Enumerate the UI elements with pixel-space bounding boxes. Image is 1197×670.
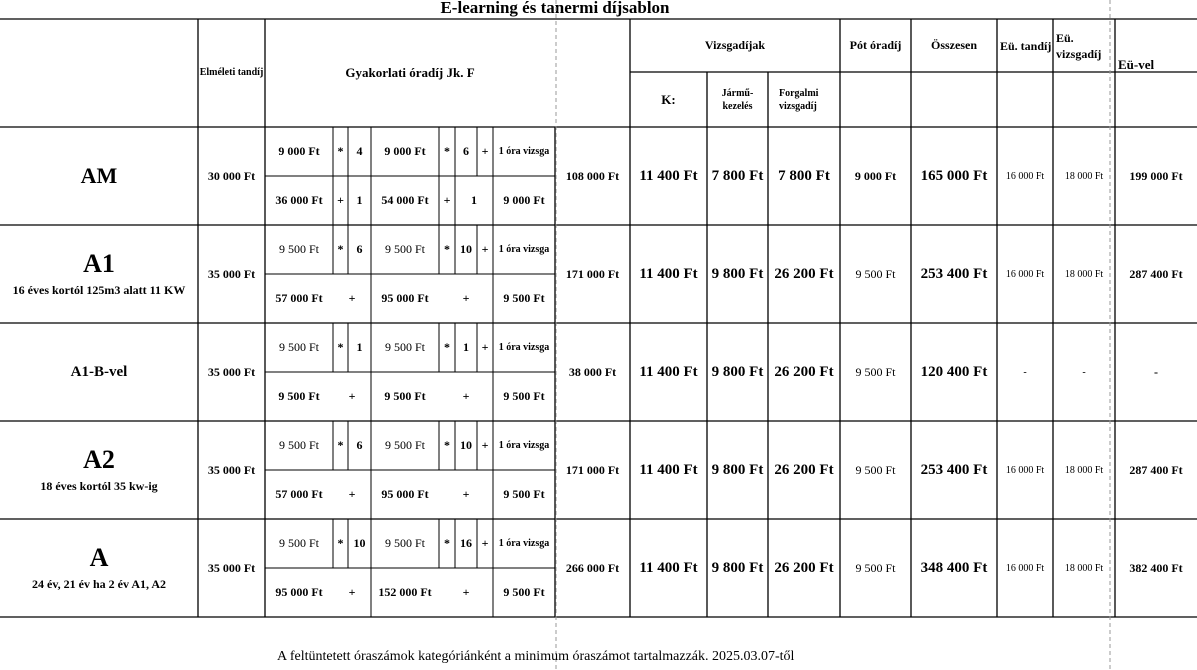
subtotal: 9 500 Ft xyxy=(503,585,545,599)
hour-fee: 9 000 Ft xyxy=(278,144,320,158)
plus-sign: + xyxy=(462,389,470,403)
plus-sign: + xyxy=(348,291,356,305)
category-label: A1 xyxy=(83,249,115,278)
plus-sign: + xyxy=(462,487,470,501)
exam-hour-label: 1 óra vizsga xyxy=(498,342,550,353)
total-with-health: - xyxy=(1154,364,1158,379)
plus-sign: + xyxy=(348,487,356,501)
subtotal: 95 000 Ft xyxy=(381,291,429,305)
exam-hour-label: 1 óra vizsga xyxy=(498,440,550,451)
subtotal: 57 000 Ft xyxy=(275,291,323,305)
elmeleti-value: 35 000 Ft xyxy=(207,266,256,281)
hour-count: 6 xyxy=(356,242,363,256)
header-gyakorlati: Gyakorlati óradíj Jk. F xyxy=(345,65,475,80)
multiply-sign: * xyxy=(337,242,344,256)
elmeleti-value: 35 000 Ft xyxy=(207,462,256,477)
plus-sign: + xyxy=(462,291,470,305)
category-subtitle: 18 éves kortól 35 kw-ig xyxy=(40,478,158,493)
subtotal: 9 500 Ft xyxy=(384,389,426,403)
health-tuition: 16 000 Ft xyxy=(1005,268,1045,280)
hour-count: 1 xyxy=(463,340,469,354)
multiply-sign: * xyxy=(337,536,344,550)
hour-count: 6 xyxy=(463,144,469,158)
practical-total: 108 000 Ft xyxy=(565,168,620,183)
total-with-health: 287 400 Ft xyxy=(1129,462,1183,477)
traffic-exam-fee: 26 200 Ft xyxy=(774,265,834,282)
plus-sign: + xyxy=(481,438,489,452)
header-elmeleti: Elméleti tandíj xyxy=(199,67,264,78)
multiply-sign: * xyxy=(337,340,344,354)
k-exam-fee: 11 400 Ft xyxy=(639,559,698,576)
health-tuition: 16 000 Ft xyxy=(1005,464,1045,476)
vehicle-exam-fee: 9 800 Ft xyxy=(711,559,764,576)
category-label: A1-B-vel xyxy=(70,363,128,380)
traffic-exam-fee: 26 200 Ft xyxy=(774,363,834,380)
header-vizsgadijak: Vizsgadíjak xyxy=(704,38,766,52)
subtotal: 36 000 Ft xyxy=(275,193,323,207)
total-with-health: 382 400 Ft xyxy=(1129,560,1183,575)
plus-sign: + xyxy=(443,193,451,207)
hour-fee: 9 500 Ft xyxy=(384,242,425,256)
count: 1 xyxy=(471,193,477,207)
count: 1 xyxy=(356,193,363,207)
plus-sign: + xyxy=(337,193,344,207)
header-k: K: xyxy=(661,91,676,107)
hour-count: 10 xyxy=(460,438,472,452)
total-value: 120 400 Ft xyxy=(920,363,988,380)
hour-fee: 9 500 Ft xyxy=(384,340,425,354)
subtotal: 95 000 Ft xyxy=(381,487,429,501)
header-jarmu: Jármű-kezelés xyxy=(721,87,754,112)
category-label: A2 xyxy=(83,445,115,474)
multiply-sign: * xyxy=(444,536,450,550)
multiply-sign: * xyxy=(444,340,450,354)
total-with-health: 287 400 Ft xyxy=(1129,266,1183,281)
vehicle-exam-fee: 9 800 Ft xyxy=(711,265,764,282)
footer-note: A feltüntetett óraszámok kategóriánként a minimum óraszámot tartalmazzák. 2025.03.07-től xyxy=(277,649,795,664)
hour-count: 1 xyxy=(356,340,363,354)
practical-total: 171 000 Ft xyxy=(565,462,620,477)
hour-fee: 9 500 Ft xyxy=(278,536,319,550)
subtotal: 9 500 Ft xyxy=(503,389,545,403)
header-osszesen: Összesen xyxy=(931,38,977,52)
health-tuition: 16 000 Ft xyxy=(1005,562,1045,574)
category-label: AM xyxy=(80,163,118,188)
multiply-sign: * xyxy=(337,438,344,452)
header-euvel: Eü-vel xyxy=(1118,57,1155,72)
extra-hour-fee: 9 000 Ft xyxy=(854,168,897,183)
plus-sign: + xyxy=(481,144,489,158)
hour-fee: 9 000 Ft xyxy=(384,144,426,158)
health-tuition: 16 000 Ft xyxy=(1005,170,1045,182)
k-exam-fee: 11 400 Ft xyxy=(639,167,698,184)
subtotal: 9 000 Ft xyxy=(503,193,545,207)
subtotal: 54 000 Ft xyxy=(381,193,429,207)
health-exam-fee: 18 000 Ft xyxy=(1064,170,1104,182)
extra-hour-fee: 9 500 Ft xyxy=(855,364,896,379)
practical-total: 171 000 Ft xyxy=(565,266,620,281)
header-eu-vizsgadij: Eü. vizsgadíj xyxy=(1056,31,1102,61)
total-with-health: 199 000 Ft xyxy=(1129,168,1183,183)
header-pot: Pót óradíj xyxy=(849,38,902,52)
hour-count: 16 xyxy=(460,536,472,550)
hour-fee: 9 500 Ft xyxy=(384,536,425,550)
elmeleti-value: 35 000 Ft xyxy=(207,560,256,575)
extra-hour-fee: 9 500 Ft xyxy=(855,462,896,477)
subtotal: 9 500 Ft xyxy=(503,487,545,501)
total-value: 253 400 Ft xyxy=(920,461,988,478)
elmeleti-value: 30 000 Ft xyxy=(207,168,256,183)
category-label: A xyxy=(89,543,109,572)
k-exam-fee: 11 400 Ft xyxy=(639,363,698,380)
total-value: 165 000 Ft xyxy=(920,167,988,184)
elmeleti-value: 35 000 Ft xyxy=(207,364,256,379)
health-exam-fee: 18 000 Ft xyxy=(1064,562,1104,574)
subtotal: 95 000 Ft xyxy=(275,585,323,599)
subtotal: 9 500 Ft xyxy=(503,291,545,305)
multiply-sign: * xyxy=(337,144,344,158)
multiply-sign: * xyxy=(444,242,450,256)
health-exam-fee: 18 000 Ft xyxy=(1064,464,1104,476)
health-exam-fee: - xyxy=(1082,366,1086,378)
extra-hour-fee: 9 500 Ft xyxy=(855,560,896,575)
traffic-exam-fee: 26 200 Ft xyxy=(774,559,834,576)
practical-total: 266 000 Ft xyxy=(565,560,620,575)
k-exam-fee: 11 400 Ft xyxy=(639,461,698,478)
plus-sign: + xyxy=(481,340,489,354)
category-subtitle: 16 éves kortól 125m3 alatt 11 KW xyxy=(12,282,186,297)
multiply-sign: * xyxy=(444,438,450,452)
page-title: E-learning és tanermi díjsablon xyxy=(440,0,670,17)
health-tuition: - xyxy=(1023,366,1027,378)
hour-fee: 9 500 Ft xyxy=(278,242,319,256)
practical-total: 38 000 Ft xyxy=(568,364,617,379)
plus-sign: + xyxy=(481,242,489,256)
vehicle-exam-fee: 9 800 Ft xyxy=(711,363,764,380)
hour-count: 4 xyxy=(356,144,363,158)
total-value: 253 400 Ft xyxy=(920,265,988,282)
header-forgalmi: Forgalmi vizsgadíj xyxy=(779,87,819,112)
multiply-sign: * xyxy=(444,144,450,158)
traffic-exam-fee: 26 200 Ft xyxy=(774,461,834,478)
hour-count: 10 xyxy=(353,536,366,550)
plus-sign: + xyxy=(348,585,356,599)
vehicle-exam-fee: 9 800 Ft xyxy=(711,461,764,478)
vehicle-exam-fee: 7 800 Ft xyxy=(711,167,764,184)
category-subtitle: 24 év, 21 év ha 2 év A1, A2 xyxy=(32,576,166,591)
plus-sign: + xyxy=(481,536,489,550)
header-eu-tandij: Eü. tandíj xyxy=(1000,39,1052,53)
hour-fee: 9 500 Ft xyxy=(278,438,319,452)
subtotal: 57 000 Ft xyxy=(275,487,323,501)
exam-hour-label: 1 óra vizsga xyxy=(498,538,550,549)
hour-count: 6 xyxy=(356,438,363,452)
hour-fee: 9 500 Ft xyxy=(384,438,425,452)
extra-hour-fee: 9 500 Ft xyxy=(855,266,896,281)
plus-sign: + xyxy=(348,389,356,403)
k-exam-fee: 11 400 Ft xyxy=(639,265,698,282)
traffic-exam-fee: 7 800 Ft xyxy=(778,167,830,184)
exam-hour-label: 1 óra vizsga xyxy=(498,146,550,157)
subtotal: 9 500 Ft xyxy=(278,389,320,403)
plus-sign: + xyxy=(462,585,470,599)
hour-count: 10 xyxy=(460,242,472,256)
total-value: 348 400 Ft xyxy=(920,559,988,576)
health-exam-fee: 18 000 Ft xyxy=(1064,268,1104,280)
exam-hour-label: 1 óra vizsga xyxy=(498,244,550,255)
subtotal: 152 000 Ft xyxy=(378,585,432,599)
hour-fee: 9 500 Ft xyxy=(278,340,319,354)
